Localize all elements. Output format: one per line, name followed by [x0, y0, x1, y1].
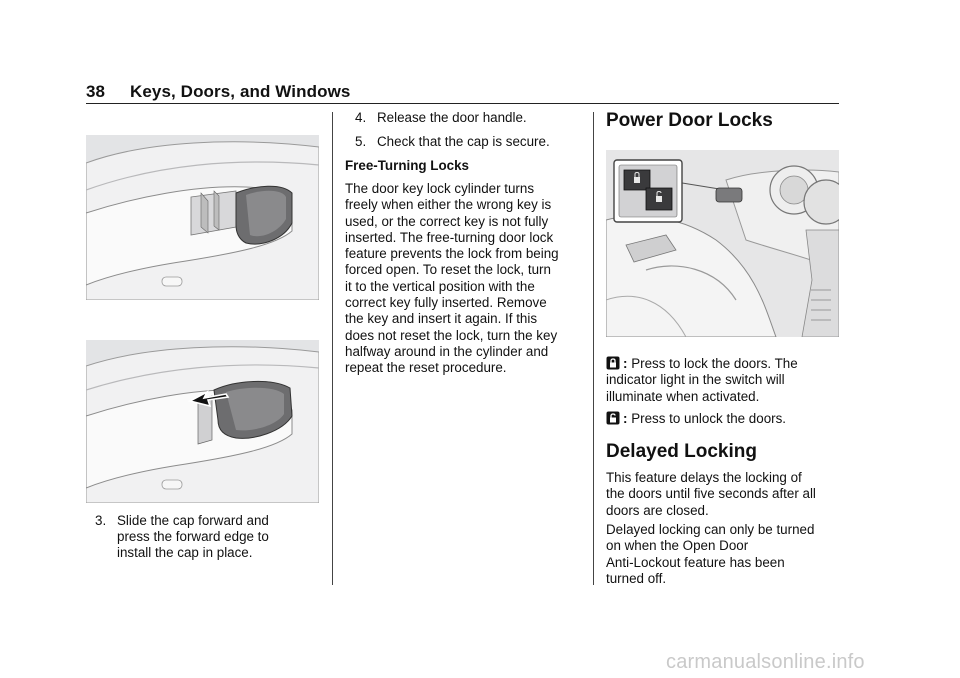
page-number: 38	[86, 82, 106, 101]
unlock-icon	[606, 411, 620, 425]
unlock-item-text: Press to unlock the doors.	[631, 411, 787, 426]
free-turning-locks-paragraph	[345, 181, 585, 377]
delayed-locking-heading: Delayed Locking	[606, 441, 757, 462]
step-5-number: 5.	[355, 134, 367, 149]
step-3-line-3: install the cap in place.	[117, 545, 253, 560]
page-header	[86, 82, 350, 102]
section-title: Keys, Doors, and Windows	[130, 82, 351, 101]
door-handle-illustration-1	[86, 135, 319, 300]
lock-icon	[606, 356, 620, 370]
header-rule	[86, 103, 839, 104]
step-3-line-2: press the forward edge to	[117, 529, 269, 544]
step-5-text: Check that the cap is secure.	[377, 134, 550, 149]
unlock-item	[606, 411, 839, 427]
column-divider-right	[593, 112, 594, 585]
paragraph-line: Delayed locking can only be turned	[606, 522, 815, 537]
column-divider-left	[332, 112, 333, 585]
paragraph-line: feature prevents the lock from being	[345, 246, 559, 262]
paragraph-line: the doors until five seconds after all	[606, 486, 816, 502]
delayed-locking-paragraph-1	[606, 470, 839, 519]
step-3	[95, 513, 325, 563]
paragraph-line: Anti-Lockout feature has been	[606, 554, 785, 570]
step-4-text: Release the door handle.	[377, 110, 527, 125]
lock-item-line-1: Press to lock the doors. The	[631, 356, 798, 371]
paragraph-line: halfway around in the cylinder and	[345, 343, 549, 359]
paragraph-line: used, or the correct key is not fully	[345, 213, 549, 229]
paragraph-line: repeat the reset procedure.	[345, 360, 507, 376]
paragraph-line: the key and insert it again. If this	[345, 311, 538, 327]
lock-item-line-2: indicator light in the switch will	[606, 372, 785, 388]
power-door-locks-heading: Power Door Locks	[606, 110, 773, 131]
lock-item	[606, 356, 839, 405]
step-3-line-1: Slide the cap forward and	[117, 513, 269, 528]
paragraph-line: does not reset the lock, turn the key	[345, 327, 558, 343]
door-handle-illustration-2	[86, 340, 319, 503]
paragraph-line: freely when either the wrong key is	[345, 197, 552, 213]
step-3-number: 3.	[95, 513, 107, 528]
paragraph-line: on when the Open Door	[606, 538, 749, 554]
door-lock-switch-illustration	[606, 150, 839, 337]
paragraph-line: doors are closed.	[606, 502, 709, 518]
step-4-number: 4.	[355, 110, 367, 125]
lock-item-line-3: illuminate when activated.	[606, 388, 760, 404]
delayed-locking-paragraph-2	[606, 522, 839, 587]
step-5	[355, 134, 585, 152]
paragraph-line: turned off.	[606, 570, 667, 586]
unlock-item-colon: :	[623, 411, 628, 426]
step-4	[355, 110, 585, 128]
paragraph-line: it to the vertical position with the	[345, 278, 535, 294]
paragraph-line: forced open. To reset the lock, turn	[345, 262, 551, 278]
paragraph-line: inserted. The free-turning door lock	[345, 229, 554, 245]
paragraph-line: The door key lock cylinder turns	[345, 181, 535, 196]
paragraph-line: This feature delays the locking of	[606, 470, 802, 485]
paragraph-line: correct key fully inserted. Remove	[345, 295, 547, 311]
watermark-text: carmanualsonline.info	[666, 651, 865, 673]
free-turning-locks-subheading: Free-Turning Locks	[345, 158, 470, 173]
lock-item-colon: :	[623, 356, 628, 371]
